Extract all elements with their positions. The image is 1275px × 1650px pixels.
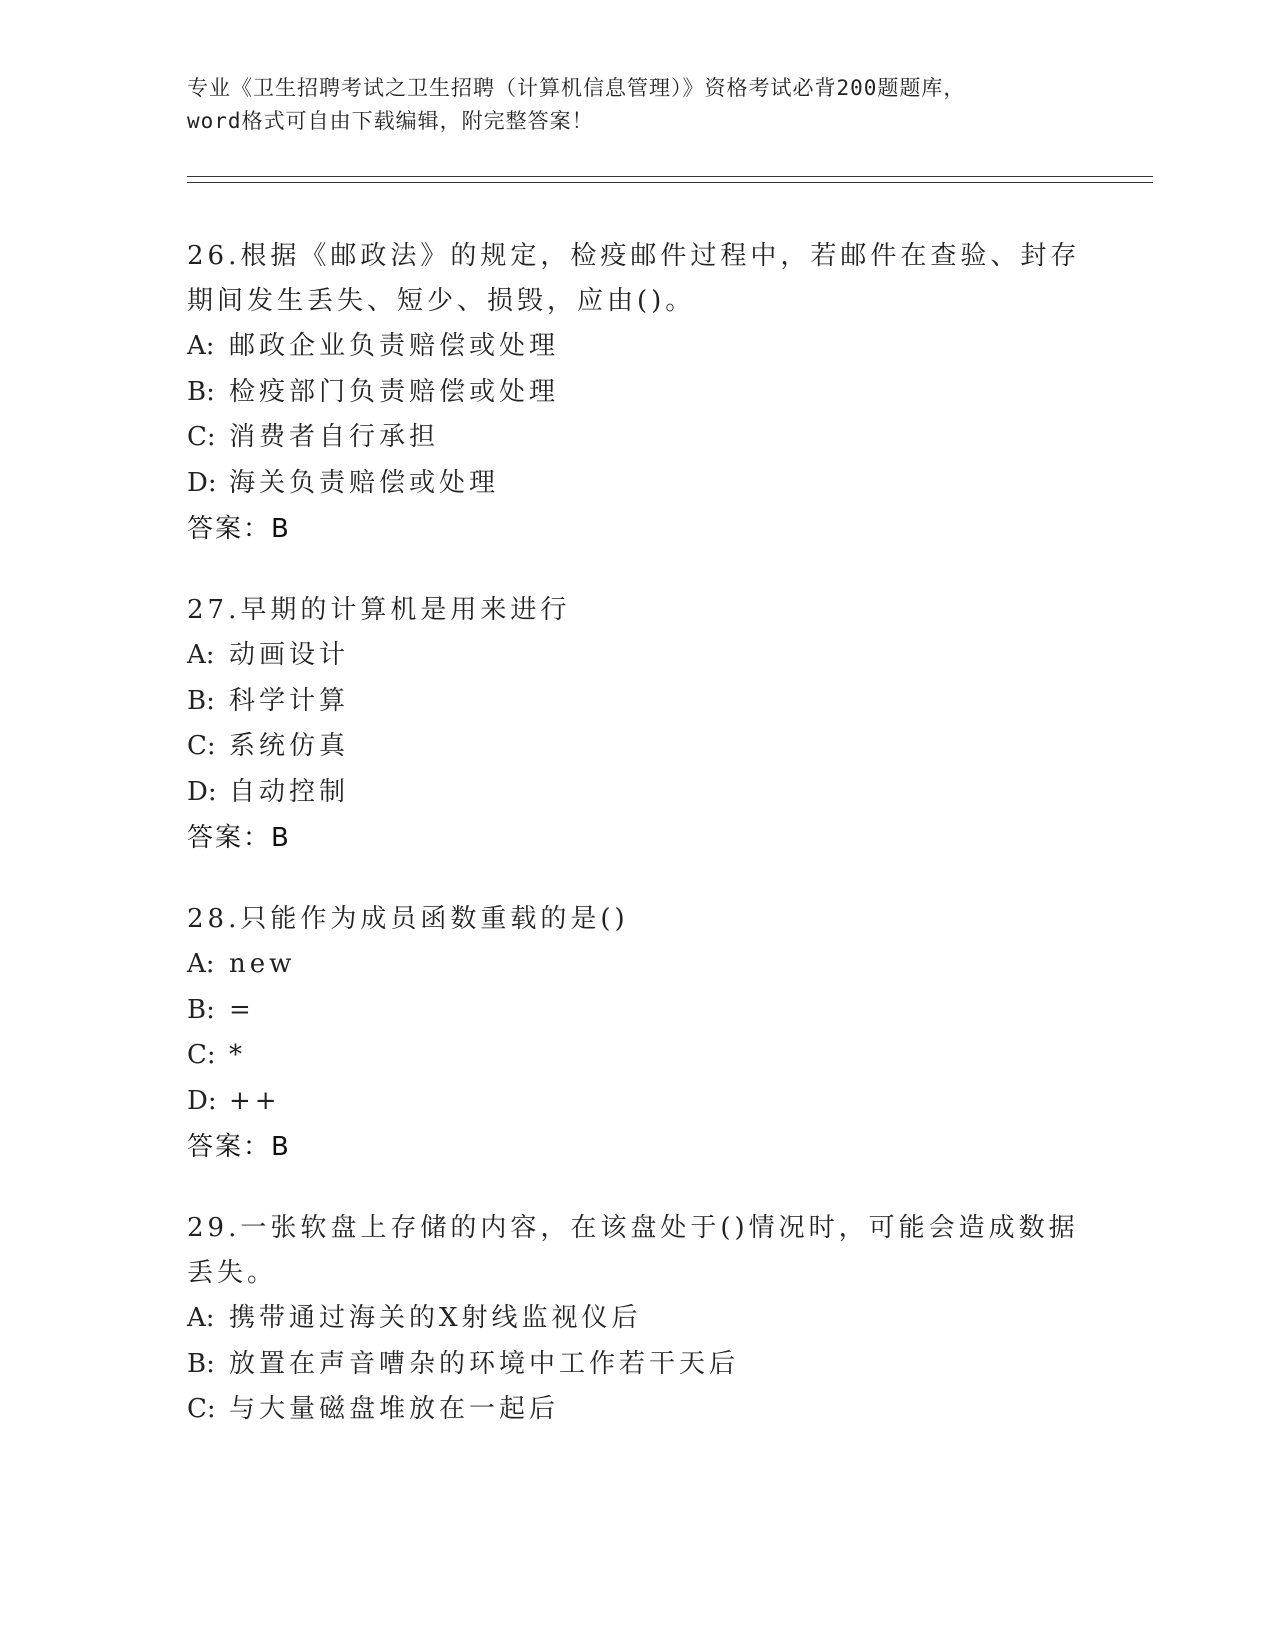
option-text: 消费者自行承担 (229, 422, 440, 452)
option-letter: C: (187, 1040, 216, 1070)
answer-option (187, 988, 1087, 1034)
answer-key: 答案：B (187, 1132, 291, 1162)
option-text: 科学计算 (229, 685, 350, 716)
question-block (187, 588, 1087, 861)
option-text: ++ (229, 1085, 281, 1116)
question-list (187, 234, 1087, 1469)
answer-option (187, 770, 1087, 816)
answer-option (187, 679, 1087, 725)
option-text: 自动控制 (229, 776, 350, 807)
option-letter: B: (187, 1348, 215, 1379)
option-letter: A: (187, 949, 215, 979)
option-letter: C: (187, 1394, 216, 1424)
answer-option (187, 324, 1087, 370)
question-stem: 27.早期的计算机是用来进行 (187, 595, 571, 625)
option-letter: D: (187, 776, 217, 807)
option-text: 携带通过海关的X射线监视仪后 (229, 1303, 642, 1333)
answer-key: 答案：B (187, 514, 291, 544)
option-text: * (229, 1040, 246, 1070)
option-letter: A: (187, 640, 215, 670)
header-line-2: word格式可自由下载编辑，附完整答案！ (187, 109, 594, 133)
header-divider-top (187, 176, 1153, 177)
option-letter: C: (187, 731, 216, 761)
answer-option (187, 1342, 1087, 1388)
answer-key: 答案：B (187, 823, 291, 853)
option-letter: A: (187, 331, 215, 361)
header-line-1: 专业《卫生招聘考试之卫生招聘（计算机信息管理）》资格考试必背200题题库， (187, 76, 966, 100)
answer-option (187, 1296, 1087, 1342)
answer-option (187, 370, 1087, 416)
option-text: 与大量磁盘堆放在一起后 (229, 1394, 560, 1424)
option-text: = (229, 994, 255, 1025)
answer-option (187, 1079, 1087, 1125)
question-stem: 29.一张软盘上存储的内容，在该盘处于()情况时，可能会造成数据丢失。 (187, 1213, 1079, 1288)
option-letter: C: (187, 422, 216, 452)
answer-option (187, 633, 1087, 679)
option-text: new (229, 949, 296, 979)
option-text: 系统仿真 (229, 731, 350, 761)
option-letter: B: (187, 376, 215, 407)
question-stem: 28.只能作为成员函数重载的是() (187, 904, 629, 934)
question-stem: 26.根据《邮政法》的规定，检疫邮件过程中，若邮件在查验、封存期间发生丢失、短少、损毁，应由()。 (187, 241, 1081, 316)
question-block (187, 234, 1087, 552)
question-block (187, 1206, 1087, 1433)
answer-option (187, 724, 1087, 770)
answer-option (187, 942, 1087, 988)
answer-option (187, 461, 1087, 507)
option-text: 动画设计 (229, 640, 350, 670)
header-divider-bottom (187, 182, 1153, 183)
answer-option (187, 415, 1087, 461)
option-letter: D: (187, 467, 217, 498)
option-letter: B: (187, 994, 215, 1025)
option-text: 邮政企业负责赔偿或处理 (229, 331, 560, 361)
answer-option (187, 1387, 1087, 1433)
option-text: 检疫部门负责赔偿或处理 (229, 376, 560, 407)
option-letter: A: (187, 1303, 215, 1333)
option-letter: D: (187, 1085, 217, 1116)
question-block (187, 897, 1087, 1170)
answer-option (187, 1033, 1087, 1079)
option-text: 海关负责赔偿或处理 (229, 467, 500, 498)
option-text: 放置在声音嘈杂的环境中工作若干天后 (229, 1348, 740, 1379)
document-header (187, 72, 1087, 138)
option-letter: B: (187, 685, 215, 716)
